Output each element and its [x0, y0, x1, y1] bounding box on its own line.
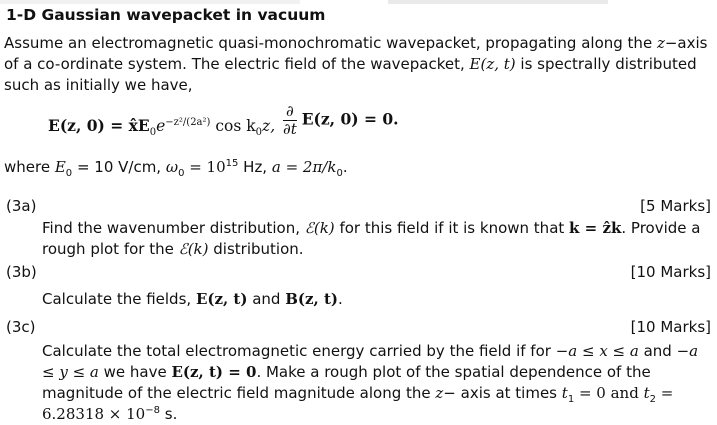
- q3c-text-1: Calculate the total electromagnetic energy carried by the field if for: [42, 342, 556, 360]
- partial-derivative-fraction: [283, 104, 297, 137]
- equation-initial-field: [48, 116, 276, 139]
- q3c-text-5: − axis at times: [443, 384, 562, 402]
- eq1-exponential-base: e: [156, 117, 166, 135]
- eq1-k-subscript: 0: [255, 127, 263, 139]
- q3c-exponent: −8: [145, 405, 160, 416]
- q3b-sym-1: E(z, t): [195, 290, 248, 308]
- q3a-sym-2: k = ẑk: [569, 219, 622, 237]
- q3b-text-2: and: [247, 290, 286, 308]
- where-end: .: [342, 158, 348, 176]
- eq1-cos: cos k: [210, 117, 256, 135]
- eq1-end: z,: [262, 117, 276, 135]
- question-3b-marks: [10 Marks]: [630, 263, 711, 281]
- constants-definition: [4, 158, 348, 179]
- q3c-text-8: s.: [159, 405, 178, 423]
- a-definition: a = 2π/k: [271, 158, 337, 176]
- partial-numerator: ∂: [286, 102, 294, 120]
- intro-field-symbol: E(z, t): [469, 55, 516, 73]
- top-edge-segment-left: [0, 0, 300, 4]
- intro-text-1: Assume an electromagnetic quasi-monochromatic wavepacket, propagating along the: [4, 34, 657, 52]
- q3c-sym-3: E(z, t) = 0: [171, 363, 257, 381]
- question-3a-text: [42, 218, 712, 260]
- where-prefix: where: [4, 158, 55, 176]
- e0-subscript: 0: [65, 168, 73, 179]
- question-3a-label: (3a): [6, 197, 37, 215]
- omega0-value: = 10: [184, 158, 226, 176]
- question-3c-marks: [10 Marks]: [630, 318, 711, 336]
- q3a-text-2: for this field if it is known that: [334, 219, 570, 237]
- q3c-t1-subscript: 1: [567, 394, 575, 405]
- question-3b-label: (3b): [6, 263, 37, 281]
- eq1-exponent: −z²/(2a²): [165, 116, 211, 128]
- e0-symbol: E: [54, 158, 66, 176]
- q3a-text-4: distribution.: [208, 240, 304, 258]
- q3c-sym-2: −a ≤ y ≤ a: [42, 342, 699, 381]
- q3a-sym-1: ℰ(k): [304, 219, 335, 237]
- omega0-exponent: 15: [225, 158, 239, 169]
- eq1-e0-subscript: 0: [149, 127, 157, 139]
- q3c-text-7: = 6.28318 × 10: [42, 384, 674, 423]
- a-k-subscript: 0: [336, 168, 343, 179]
- q3a-text-3: . Provide a rough plot for the: [42, 219, 701, 258]
- omega0-symbol: ω: [165, 158, 179, 176]
- equation-initial-derivative: [283, 104, 399, 137]
- q3b-text-3: .: [338, 290, 343, 308]
- q3a-sym-3: ℰ(k): [178, 240, 209, 258]
- q3c-text-6: = 0 and: [574, 384, 644, 402]
- intro-text-2: −axis of a co-ordinate system. The electric field of the wavepacket,: [4, 34, 708, 73]
- q3c-text-3: we have: [98, 363, 172, 381]
- eq2-rhs: E(z, 0) = 0.: [301, 109, 399, 129]
- q3c-text-2: and: [638, 342, 677, 360]
- q3c-sym-5: t: [561, 384, 568, 402]
- q3b-text-1: Calculate the fields,: [42, 290, 196, 308]
- e0-value: = 10 V/cm,: [72, 158, 166, 176]
- q3a-text-1: Find the wavenumber distribution,: [42, 219, 305, 237]
- eq1-lhs: E(z, 0) = x̂E: [48, 116, 150, 135]
- omega0-subscript: 0: [178, 168, 185, 179]
- top-edge-segment-right: [388, 0, 608, 4]
- q3c-t2-subscript: 2: [649, 394, 656, 405]
- intro-z-symbol: z: [656, 34, 665, 52]
- partial-denominator: ∂t: [283, 120, 297, 138]
- question-3b-text: [42, 289, 712, 310]
- q3c-text-4: . Make a rough plot of the spatial dependence of the magnitude of the electric field magnitude along the: [42, 363, 651, 402]
- q3c-sym-4: z: [435, 384, 444, 402]
- problem-title: 1-D Gaussian wavepacket in vacuum: [6, 6, 326, 24]
- intro-text-3: is spectrally distributed such as initially we have,: [4, 55, 697, 94]
- question-3c-text: [42, 341, 712, 425]
- intro-paragraph: [4, 33, 712, 96]
- question-3c-label: (3c): [6, 318, 36, 336]
- q3b-sym-2: B(z, t): [285, 290, 338, 308]
- omega0-unit: Hz,: [238, 158, 272, 176]
- q3c-sym-6: t: [643, 384, 650, 402]
- question-3a-marks: [5 Marks]: [640, 197, 711, 215]
- q3c-sym-1: −a ≤ x ≤ a: [555, 342, 639, 360]
